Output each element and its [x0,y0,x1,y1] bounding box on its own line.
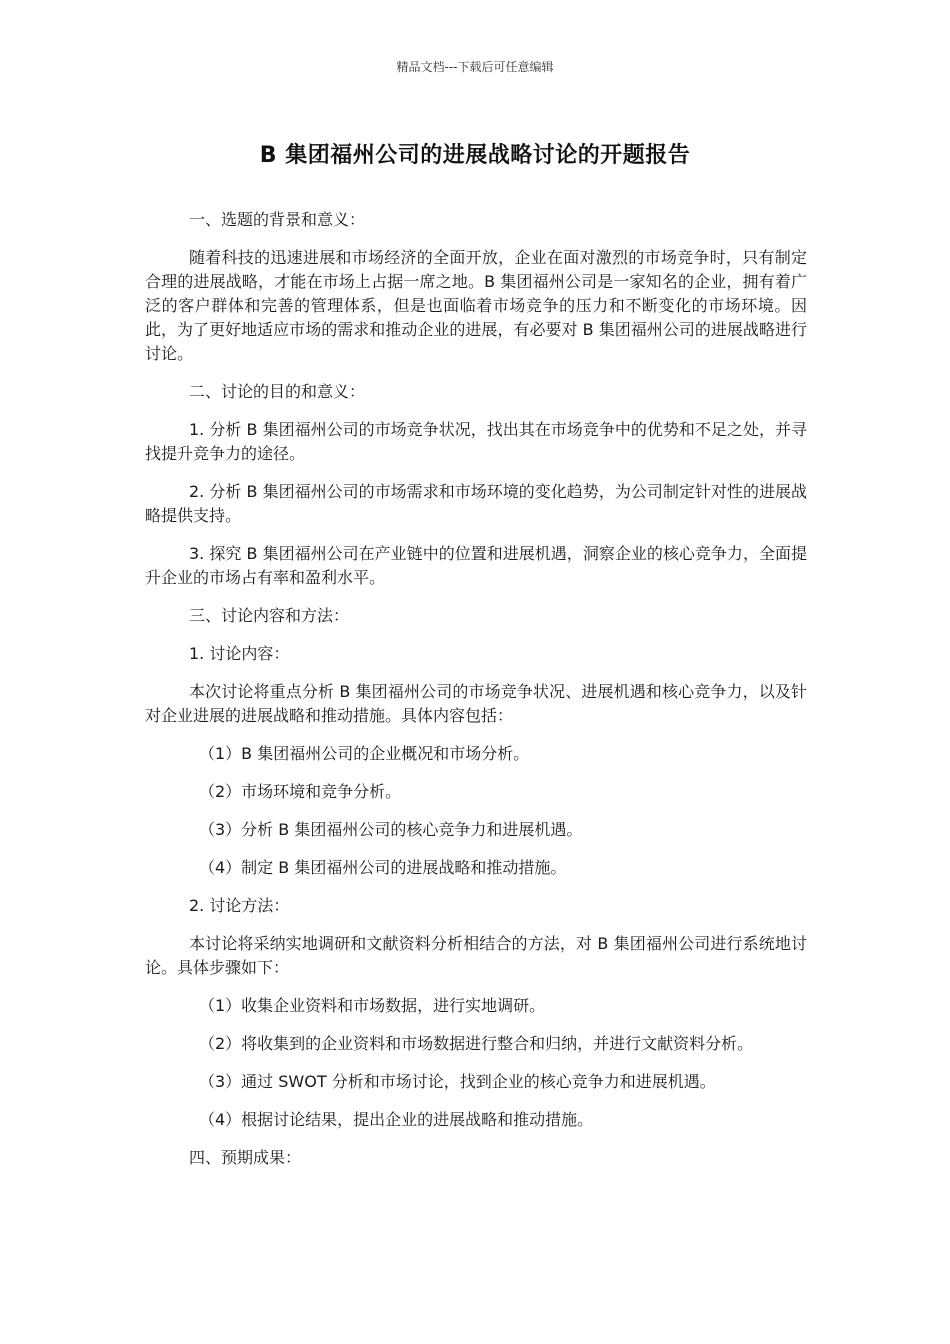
document-body [145,208,807,1184]
method-step-4: （4）根据讨论结果，提出企业的进展战略和推动措施。 [199,1110,594,1129]
section-heading-purpose: 二、讨论的目的和意义： [189,382,366,401]
content-item-3: （3）分析 B 集团福州公司的核心竞争力和进展机遇。 [199,820,583,839]
purpose-item-1: 1. 分析 B 集团福州公司的市场竞争状况，找出其在市场竞争中的优势和不足之处，并寻找提升竞争力的途径。 [145,420,807,463]
header-note: 精品文档---下载后可任意编辑 [396,60,554,74]
method-step-2: （2）将收集到的企业资料和市场数据进行整合和归纳，并进行文献资料分析。 [199,1034,754,1053]
purpose-item-3: 3. 探究 B 集团福州公司在产业链中的位置和进展机遇，洞察企业的核心竞争力，全面提升企业的市场占有率和盈利水平。 [145,544,807,587]
section-heading-expected-results: 四、预期成果： [189,1148,302,1167]
content-item-4: （4）制定 B 集团福州公司的进展战略和推动措施。 [199,858,567,877]
paragraph-method: 本讨论将采纳实地调研和文献资料分析相结合的方法，对 B 集团福州公司进行系统地讨论。具体步骤如下： [145,934,807,977]
paragraph-content: 本次讨论将重点分析 B 集团福州公司的市场竞争状况、进展机遇和核心竞争力，以及针对企业进展的进展战略和推动措施。具体内容包括： [145,682,807,725]
subheading-content: 1. 讨论内容： [189,644,290,663]
content-item-2: （2）市场环境和竞争分析。 [199,782,402,801]
document-title: B 集团福州公司的进展战略讨论的开题报告 [259,143,691,168]
paragraph-background: 随着科技的迅速进展和市场经济的全面开放，企业在面对激烈的市场竞争时，只有制定合理的进展战略，才能在市场上占据一席之地。B 集团福州公司是一家知名的企业，拥有着广泛的客户群体和完善的管理体系，但是也面临着市场竞争的压力和不断变化的市场环境。因此，为了更好地适应市场的需求和推动企业的进展，有必要对 B 集团福州公司的进展战略进行讨论。 [145,248,807,363]
section-heading-content-method: 三、讨论内容和方法： [189,606,350,625]
subheading-method: 2. 讨论方法： [189,896,290,915]
section-heading-background: 一、选题的背景和意义： [189,210,366,229]
content-item-1: （1）B 集团福州公司的企业概况和市场分析。 [199,744,530,763]
method-step-3: （3）通过 SWOT 分析和市场讨论，找到企业的核心竞争力和进展机遇。 [199,1072,716,1091]
method-step-1: （1）收集企业资料和市场数据，进行实地调研。 [199,996,546,1015]
purpose-item-2: 2. 分析 B 集团福州公司的市场需求和市场环境的变化趋势，为公司制定针对性的进展战略提供支持。 [145,482,807,525]
